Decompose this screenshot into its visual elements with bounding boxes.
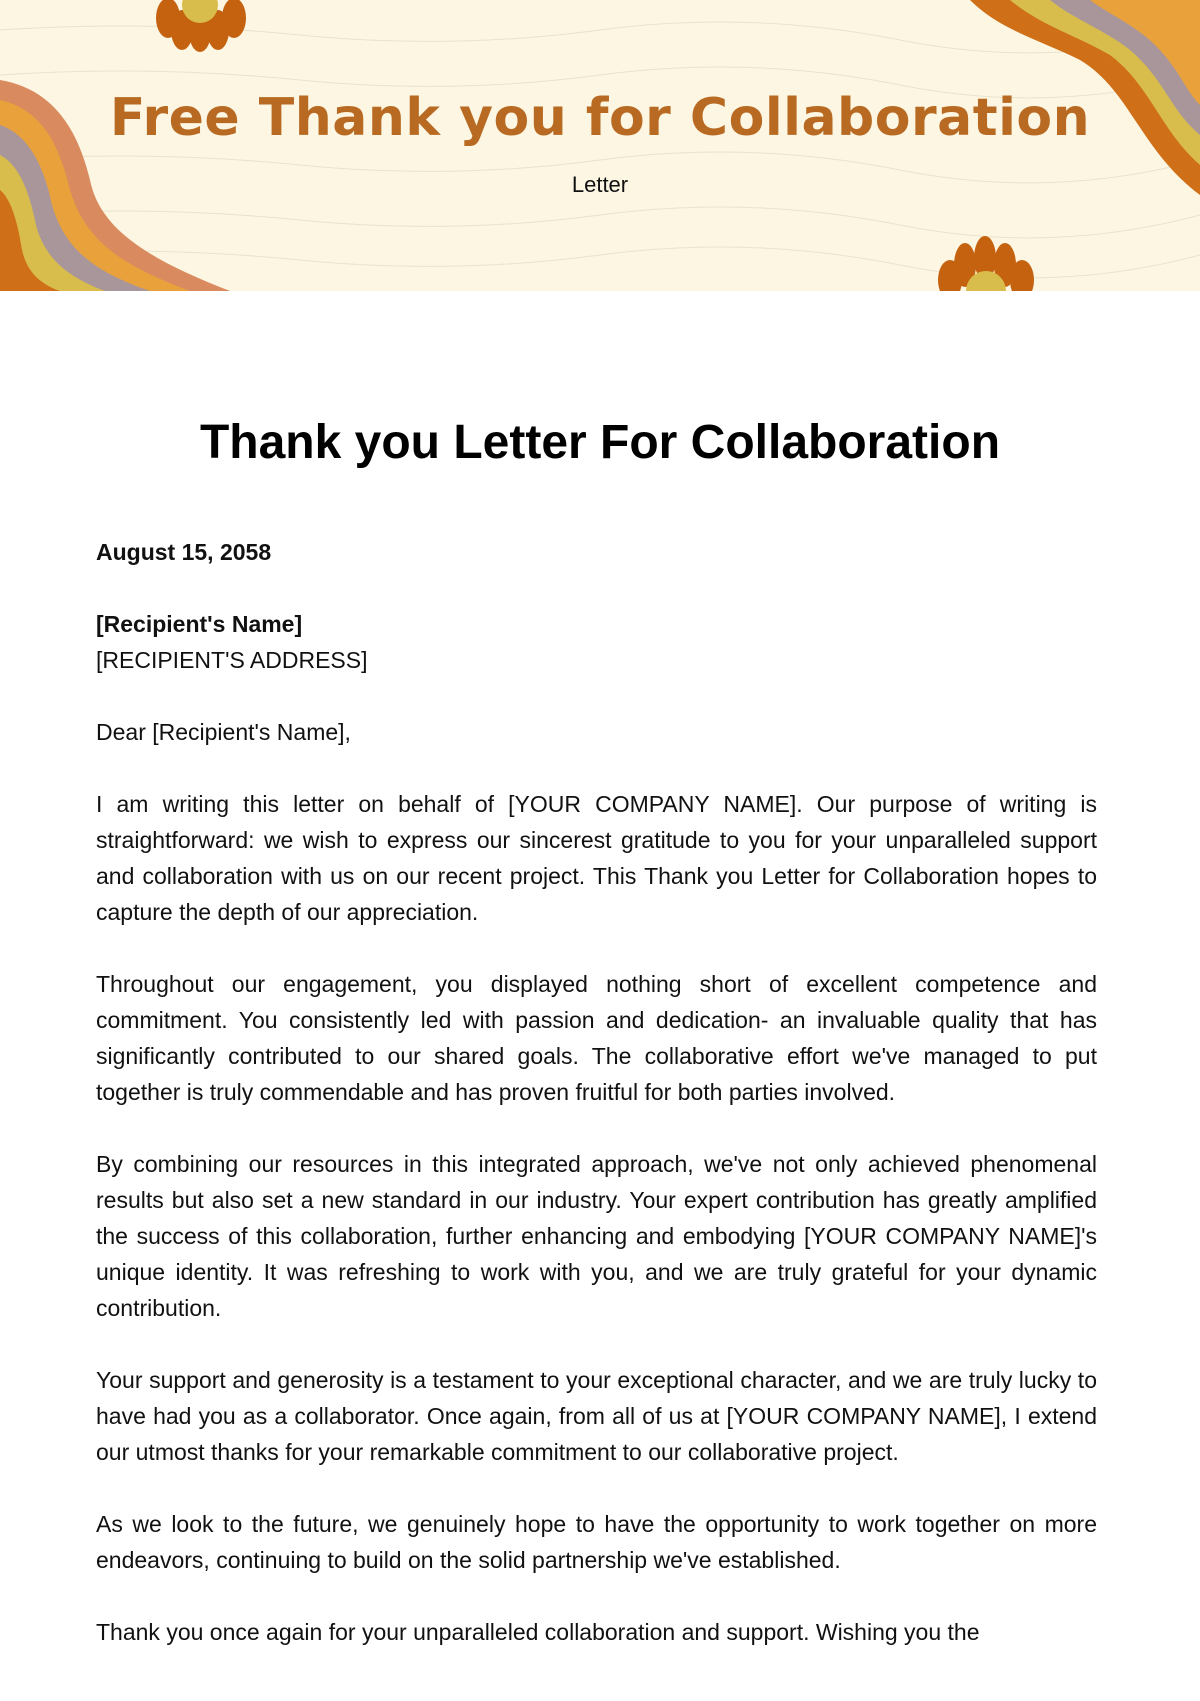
- paragraph: Your support and generosity is a testament to your exceptional character, and we are truly lucky to have had you as a collaborator. Once again, from all of us at [YOUR COMPANY NAME], I extend our utmost thanks for your remarkable commitment to our collaborative project.: [96, 1367, 1097, 1465]
- recipient-address: [RECIPIENT'S ADDRESS]: [96, 647, 368, 673]
- paragraph: I am writing this letter on behalf of [YOUR COMPANY NAME]. Our purpose of writing is straightforward: we wish to express our sincerest gratitude to you for your unparalleled support and collaboration with us on our recent project. This Thank you Letter for Collaboration hopes to capture the depth of our appreciation.: [96, 791, 1097, 925]
- paragraph: As we look to the future, we genuinely hope to have the opportunity to work together on more endeavors, continuing to build on the solid partnership we've established.: [96, 1511, 1097, 1573]
- flower-top: [156, 0, 246, 52]
- document-title: Thank you Letter For Collaboration: [199, 416, 1001, 469]
- salutation: Dear [Recipient's Name],: [96, 719, 351, 745]
- letter-body: [96, 534, 1097, 1686]
- paragraph: By combining our resources in this integrated approach, we've not only achieved phenomenal results but also set a new standard in our industry. Your expert contribution has greatly amplified the success of this collaboration, further enhancing and embodying [YOUR COMPANY NAME]'s unique identity. It was refreshing to work with you, and we are truly grateful for your dynamic contribution.: [96, 1151, 1097, 1321]
- banner-subtitle: Letter: [571, 172, 629, 197]
- letter-date: August 15, 2058: [96, 539, 272, 565]
- paragraph: Throughout our engagement, you displayed nothing short of excellent competence and commitment. You consistently led with passion and dedication- an invaluable quality that has significantly contributed to our shared goals. The collaborative effort we've managed to put together is truly commendable and has proven fruitful for both parties involved.: [96, 971, 1097, 1105]
- banner-title: Free Thank you for Collaboration: [109, 88, 1091, 148]
- paragraph: Thank you once again for your unparalleled collaboration and support. Wishing you the: [96, 1619, 980, 1645]
- recipient-name: [Recipient's Name]: [96, 611, 303, 637]
- flower-bottom: [938, 236, 1034, 291]
- header-banner: [0, 0, 1200, 291]
